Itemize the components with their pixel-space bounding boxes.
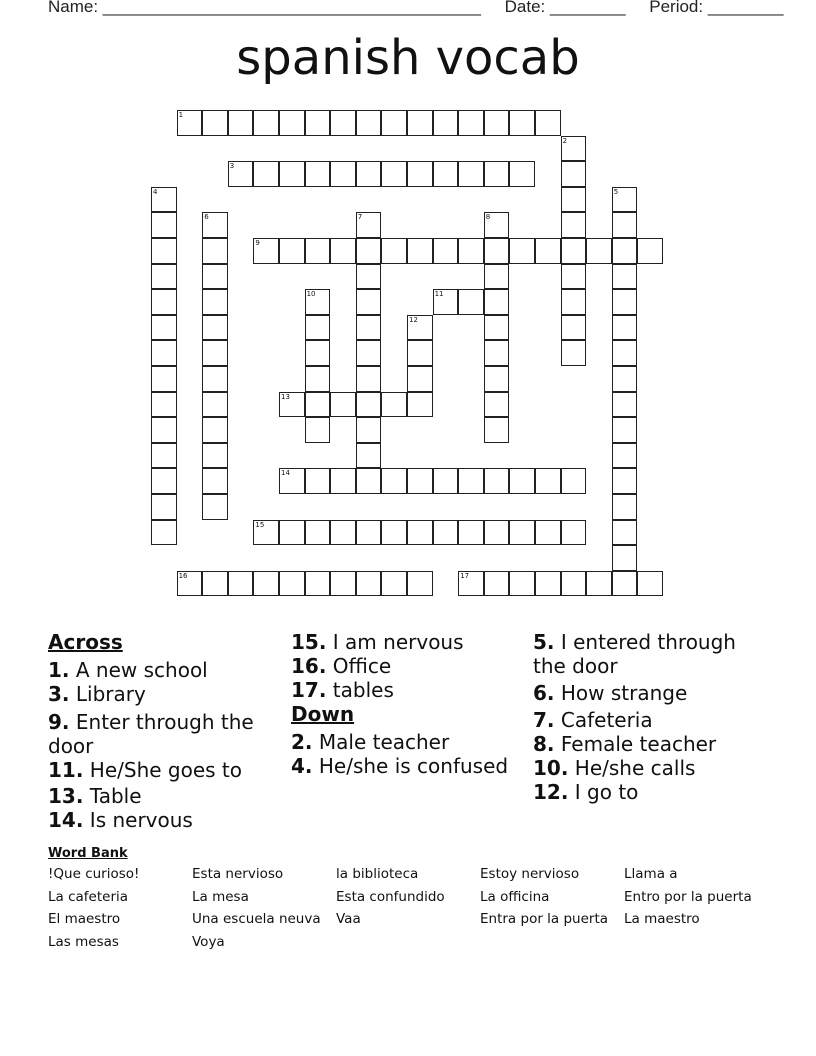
grid-cell[interactable] (612, 443, 638, 469)
grid-cell[interactable] (612, 315, 638, 341)
grid-cell[interactable] (356, 238, 382, 264)
grid-cell[interactable] (381, 468, 407, 494)
grid-cell[interactable] (330, 110, 356, 136)
grid-cell[interactable] (202, 289, 228, 315)
page-title: spanish vocab (236, 30, 580, 86)
grid-cell[interactable] (509, 161, 535, 187)
grid-cell[interactable] (253, 571, 279, 597)
grid-cell[interactable] (458, 161, 484, 187)
grid-cell[interactable] (433, 468, 459, 494)
grid-cell[interactable] (330, 161, 356, 187)
word-bank-entry: La mesa (192, 888, 249, 905)
clue-number: 3. (48, 682, 70, 706)
grid-cell[interactable] (202, 443, 228, 469)
grid-cell[interactable] (433, 238, 459, 264)
grid-cell[interactable] (202, 468, 228, 494)
clue-number: 7. (533, 708, 555, 732)
grid-cell[interactable] (407, 571, 433, 597)
grid-cell[interactable] (356, 392, 382, 418)
grid-cell[interactable] (330, 571, 356, 597)
date-field-label[interactable]: Date: ________ (504, 0, 626, 16)
grid-cell[interactable] (356, 315, 382, 341)
grid-cell[interactable] (637, 571, 663, 597)
clue-down-7 (533, 708, 773, 732)
clue-number: 15. (291, 630, 327, 654)
clue-across-16 (291, 654, 521, 678)
grid-cell[interactable] (612, 571, 638, 597)
clues-column-1 (48, 630, 278, 832)
grid-cell[interactable] (586, 571, 612, 597)
word-bank-entry: la biblioteca (336, 866, 419, 882)
clue-down-10 (533, 756, 773, 780)
grid-cell[interactable] (612, 366, 638, 392)
grid-cell[interactable] (330, 468, 356, 494)
grid-cell[interactable] (305, 238, 331, 264)
grid-cell[interactable] (151, 340, 177, 366)
grid-cell[interactable] (637, 238, 663, 264)
across-heading: Across (48, 630, 123, 654)
word-bank-title: Word Bank (48, 846, 128, 861)
clue-across-9 (48, 710, 278, 758)
name-field-label[interactable]: Name: ________________________________________ (48, 0, 481, 16)
grid-cell[interactable] (202, 264, 228, 290)
grid-cell[interactable] (253, 110, 279, 136)
grid-cell[interactable] (151, 417, 177, 443)
grid-cell[interactable] (407, 238, 433, 264)
grid-cell[interactable] (612, 264, 638, 290)
word-bank-entry: Esta nervioso (192, 866, 284, 882)
grid-cell[interactable] (484, 520, 510, 546)
clue-across-11 (48, 758, 278, 782)
grid-cell[interactable] (330, 392, 356, 418)
grid-cell[interactable] (202, 392, 228, 418)
clue-text: A new school (75, 658, 208, 682)
grid-cell[interactable] (202, 366, 228, 392)
grid-cell[interactable] (356, 264, 382, 290)
grid-cell[interactable] (484, 238, 510, 264)
clue-text: Office (332, 654, 392, 678)
grid-cell[interactable] (612, 545, 638, 571)
clue-number: 9. (48, 710, 70, 734)
word-bank-entry: Vaa (336, 911, 361, 928)
clue-number-label: 11 (434, 290, 444, 299)
grid-cell[interactable] (612, 494, 638, 520)
grid-cell[interactable] (202, 417, 228, 443)
grid-cell[interactable] (305, 417, 331, 443)
grid-cell[interactable] (407, 161, 433, 187)
clue-number: 14. (48, 808, 84, 832)
word-bank-entry: Las mesas (48, 934, 119, 951)
grid-cell[interactable] (612, 212, 638, 238)
word-bank-entry: Entro por la puerta (624, 888, 752, 905)
grid-cell[interactable] (305, 468, 331, 494)
word-bank-entry: !Que curioso! (48, 866, 140, 882)
grid-cell[interactable] (381, 161, 407, 187)
grid-cell[interactable] (509, 110, 535, 136)
grid-cell[interactable] (484, 366, 510, 392)
clue-number-label: 17 (460, 571, 470, 580)
clue-number-label: 3 (229, 162, 235, 171)
grid-cell[interactable] (151, 315, 177, 341)
grid-cell[interactable] (484, 161, 510, 187)
clue-text: How strange (560, 681, 688, 705)
word-bank (48, 866, 788, 957)
clue-number: 11. (48, 758, 84, 782)
clue-down-4 (291, 754, 521, 778)
grid-cell[interactable] (484, 468, 510, 494)
grid-cell[interactable] (433, 520, 459, 546)
grid-cell[interactable] (612, 468, 638, 494)
grid-cell[interactable] (561, 340, 587, 366)
grid-cell[interactable] (484, 315, 510, 341)
grid-cell[interactable] (561, 238, 587, 264)
grid-cell[interactable] (356, 340, 382, 366)
grid-cell[interactable] (356, 366, 382, 392)
grid-cell[interactable] (458, 238, 484, 264)
clue-number-label: 9 (255, 239, 260, 247)
clue-across-13 (48, 784, 278, 808)
grid-cell[interactable] (535, 110, 561, 136)
clue-text: Cafeteria (560, 708, 653, 732)
clue-number-label: 16 (178, 571, 188, 580)
grid-cell[interactable] (151, 264, 177, 290)
clue-text: Female teacher (560, 732, 717, 756)
grid-cell[interactable] (381, 392, 407, 418)
grid-cell[interactable] (279, 161, 305, 187)
grid-cell[interactable] (305, 571, 331, 597)
grid-cell[interactable] (151, 443, 177, 469)
grid-cell[interactable] (202, 238, 228, 264)
grid-cell[interactable] (381, 238, 407, 264)
grid-cell[interactable] (330, 520, 356, 546)
grid-cell[interactable] (433, 110, 459, 136)
grid-cell[interactable] (612, 417, 638, 443)
clue-down-5 (533, 630, 773, 678)
grid-cell[interactable] (561, 520, 587, 546)
clue-number-label: 4 (153, 187, 158, 196)
grid-cell[interactable] (484, 264, 510, 290)
grid-cell[interactable] (561, 315, 587, 341)
clue-number-label: 1 (178, 111, 184, 119)
clue-number: 4. (291, 754, 313, 778)
clue-text: Library (75, 682, 146, 706)
grid-cell[interactable] (561, 571, 587, 597)
grid-cell[interactable] (202, 494, 228, 520)
grid-cell[interactable] (509, 520, 535, 546)
clue-text: Male teacher (318, 730, 450, 754)
clue-across-3 (48, 682, 278, 706)
clue-text: Is nervous (89, 808, 193, 832)
clue-number: 2. (291, 730, 313, 754)
grid-cell[interactable] (484, 571, 510, 597)
grid-cell[interactable] (561, 289, 587, 315)
clue-number-label: 10 (306, 290, 316, 299)
grid-cell[interactable] (202, 315, 228, 341)
grid-cell[interactable] (151, 366, 177, 392)
clue-number-label: 5 (613, 187, 619, 196)
clue-text: I entered through the door (533, 630, 736, 678)
grid-cell[interactable] (253, 161, 279, 187)
grid-cell[interactable] (407, 520, 433, 546)
clue-text: I go to (574, 780, 639, 804)
grid-cell[interactable] (228, 110, 254, 136)
grid-cell[interactable] (305, 110, 331, 136)
grid-cell[interactable] (305, 315, 331, 341)
grid-cell[interactable] (458, 110, 484, 136)
grid-cell[interactable] (484, 340, 510, 366)
grid-cell[interactable] (279, 238, 305, 264)
clue-text: Table (89, 784, 142, 808)
grid-cell[interactable] (202, 571, 228, 597)
grid-cell[interactable] (305, 161, 331, 187)
clue-number: 12. (533, 780, 569, 804)
clue-text: He/she calls (574, 756, 696, 780)
period-field-label[interactable]: Period: ________ (649, 0, 784, 16)
grid-cell[interactable] (407, 340, 433, 366)
grid-cell[interactable] (561, 161, 587, 187)
grid-cell[interactable] (433, 161, 459, 187)
grid-cell[interactable] (202, 340, 228, 366)
grid-cell[interactable] (279, 520, 305, 546)
grid-cell[interactable] (407, 468, 433, 494)
grid-cell[interactable] (458, 520, 484, 546)
grid-cell[interactable] (381, 110, 407, 136)
clue-number: 8. (533, 732, 555, 756)
grid-cell[interactable] (535, 571, 561, 597)
clue-number-label: 6 (204, 213, 209, 222)
clue-number-label: 15 (255, 520, 265, 529)
grid-cell[interactable] (561, 212, 587, 238)
word-bank-row (48, 866, 788, 889)
clues-column-2 (291, 630, 521, 778)
grid-cell[interactable] (305, 520, 331, 546)
grid-cell[interactable] (356, 443, 382, 469)
grid-cell[interactable] (381, 520, 407, 546)
grid-cell[interactable] (356, 161, 382, 187)
grid-cell[interactable] (612, 289, 638, 315)
grid-cell[interactable] (151, 520, 177, 546)
grid-cell[interactable] (151, 392, 177, 418)
grid-cell[interactable] (458, 289, 484, 315)
clue-across-1 (48, 658, 278, 682)
clue-number: 10. (533, 756, 569, 780)
clue-number: 17. (291, 678, 327, 702)
grid-cell[interactable] (535, 238, 561, 264)
grid-cell[interactable] (407, 366, 433, 392)
grid-cell[interactable] (151, 289, 177, 315)
grid-cell[interactable] (356, 520, 382, 546)
grid-cell[interactable] (509, 238, 535, 264)
grid-cell[interactable] (228, 571, 254, 597)
grid-cell[interactable] (612, 392, 638, 418)
grid-cell[interactable] (305, 340, 331, 366)
grid-cell[interactable] (586, 238, 612, 264)
clue-down-6 (533, 681, 773, 705)
clue-number: 16. (291, 654, 327, 678)
grid-cell[interactable] (535, 520, 561, 546)
grid-cell[interactable] (330, 238, 356, 264)
grid-cell[interactable] (151, 468, 177, 494)
grid-cell[interactable] (484, 417, 510, 443)
clue-text: tables (332, 678, 394, 702)
grid-cell[interactable] (612, 520, 638, 546)
clue-text: Enter through the door (48, 710, 254, 758)
word-bank-entry: Llama a (624, 866, 678, 882)
clue-number: 5. (533, 630, 555, 654)
word-bank-entry: Entra por la puerta (480, 911, 609, 928)
grid-cell[interactable] (509, 571, 535, 597)
grid-cell[interactable] (202, 110, 228, 136)
grid-cell[interactable] (356, 417, 382, 443)
word-bank-row (48, 889, 788, 912)
clue-number-label: 8 (485, 213, 491, 222)
clue-across-15 (291, 630, 521, 654)
grid-cell[interactable] (305, 366, 331, 392)
grid-cell[interactable] (381, 571, 407, 597)
clue-number-label: 2 (562, 136, 568, 145)
word-bank-row (48, 934, 788, 957)
clue-across-14 (48, 808, 278, 832)
word-bank-row (48, 911, 788, 934)
grid-cell[interactable] (612, 340, 638, 366)
grid-cell[interactable] (151, 494, 177, 520)
grid-cell[interactable] (612, 238, 638, 264)
grid-cell[interactable] (484, 289, 510, 315)
word-bank-entry: Voya (192, 934, 225, 951)
grid-cell[interactable] (509, 468, 535, 494)
word-bank-entry: La maestro (624, 911, 700, 928)
grid-cell[interactable] (561, 468, 587, 494)
grid-cell[interactable] (279, 110, 305, 136)
word-bank-entry: Estoy nervioso (480, 866, 580, 882)
grid-cell[interactable] (561, 264, 587, 290)
grid-cell[interactable] (561, 187, 587, 213)
word-bank-entry: Una escuela neuva (192, 911, 321, 928)
grid-cell[interactable] (407, 392, 433, 418)
clue-number: 13. (48, 784, 84, 808)
grid-cell[interactable] (484, 110, 510, 136)
clue-number: 1. (48, 658, 70, 682)
word-bank-entry: La cafeteria (48, 888, 129, 905)
word-bank-entry: El maestro (48, 911, 121, 928)
word-bank-entry: Esta confundido (336, 888, 445, 905)
grid-cell[interactable] (356, 110, 382, 136)
grid-cell[interactable] (151, 238, 177, 264)
grid-cell[interactable] (356, 289, 382, 315)
clue-number-label: 13 (281, 392, 290, 401)
down-heading: Down (291, 702, 355, 726)
clue-text: He/she is confused (318, 754, 509, 778)
grid-cell[interactable] (305, 392, 331, 418)
grid-cell[interactable] (151, 212, 177, 238)
word-bank-entry: La officina (480, 888, 550, 905)
grid-cell[interactable] (356, 468, 382, 494)
clue-number-label: 12 (409, 315, 418, 324)
clue-down-12 (533, 780, 773, 804)
clue-number-label: 14 (281, 469, 290, 478)
grid-cell[interactable] (279, 571, 305, 597)
clue-down-2 (291, 730, 521, 754)
clue-number: 6. (533, 681, 555, 705)
grid-cell[interactable] (535, 468, 561, 494)
clues-column-3 (533, 630, 773, 804)
clue-text: He/She goes to (89, 758, 243, 782)
clue-across-17 (291, 678, 521, 702)
grid-cell[interactable] (407, 110, 433, 136)
grid-cell[interactable] (356, 571, 382, 597)
clue-text: I am nervous (332, 630, 464, 654)
clue-number-label: 7 (357, 213, 363, 222)
clue-down-8 (533, 732, 773, 756)
grid-cell[interactable] (484, 392, 510, 418)
grid-cell[interactable] (458, 468, 484, 494)
